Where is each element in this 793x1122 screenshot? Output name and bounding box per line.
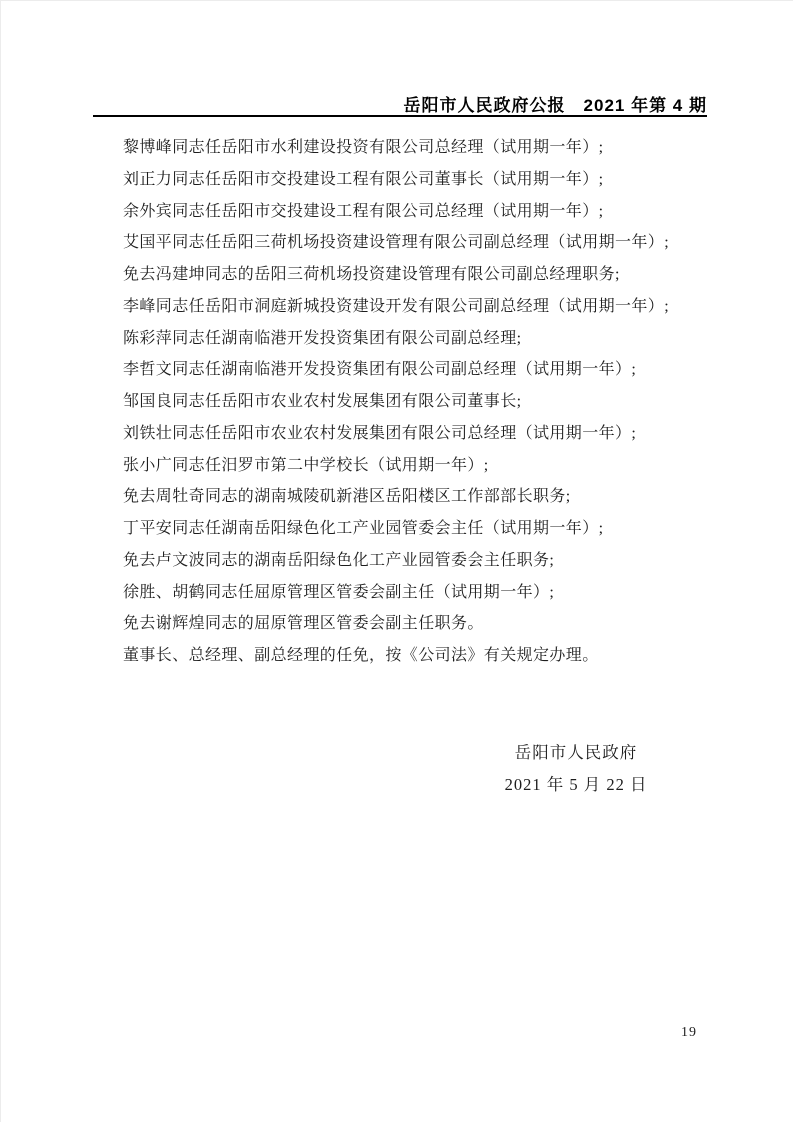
document-body bbox=[93, 132, 707, 672]
appointment-line: 李哲文同志任湖南临港开发投资集团有限公司副总经理（试用期一年）; bbox=[123, 361, 637, 379]
signature-org: 岳阳市人民政府 bbox=[514, 743, 638, 762]
appointment-line: 免去卢文波同志的湖南岳阳绿色化工产业园管委会主任职务; bbox=[123, 551, 555, 569]
appointment-line: 免去谢辉煌同志的屈原管理区管委会副主任职务。 bbox=[123, 615, 484, 633]
signature-date: 2021 年 5 月 22 日 bbox=[504, 774, 648, 794]
appointment-line: 艾国平同志任岳阳三荷机场投资建设管理有限公司副总经理（试用期一年）; bbox=[123, 234, 670, 252]
appointment-line: 陈彩萍同志任湖南临港开发投资集团有限公司副总经理; bbox=[123, 329, 522, 347]
appointment-line: 免去周牡奇同志的湖南城陵矶新港区岳阳楼区工作部部长职务; bbox=[123, 488, 571, 506]
appointment-line: 刘正力同志任岳阳市交投建设工程有限公司董事长（试用期一年）; bbox=[123, 170, 604, 188]
appointment-line: 刘铁壮同志任岳阳市农业农村发展集团有限公司总经理（试用期一年）; bbox=[123, 424, 637, 442]
header-rule bbox=[93, 115, 707, 117]
appointment-line: 免去冯建坤同志的岳阳三荷机场投资建设管理有限公司副总经理职务; bbox=[123, 266, 620, 283]
appointment-line: 张小广同志任汨罗市第二中学校长（试用期一年）; bbox=[123, 456, 489, 474]
appointment-line: 黎博峰同志任岳阳市水利建设投资有限公司总经理（试用期一年）; bbox=[123, 139, 604, 156]
page-number: 19 bbox=[681, 1025, 697, 1040]
appointment-line: 丁平安同志任湖南岳阳绿色化工产业园管委会主任（试用期一年）; bbox=[123, 520, 604, 537]
masthead-title: 岳阳市人民政府公报 2021 年第 4 期 bbox=[403, 96, 707, 115]
closing-line: 董事长、总经理、副总经理的任免，按《公司法》有关规定办理。 bbox=[123, 647, 599, 664]
signature-block bbox=[456, 737, 696, 801]
appointment-line: 徐胜、胡鹤同志任屈原管理区管委会副主任（试用期一年）; bbox=[123, 583, 555, 601]
appointment-line: 邹国良同志任岳阳市农业农村发展集团有限公司董事长; bbox=[123, 393, 522, 410]
appointment-line: 李峰同志任岳阳市洞庭新城投资建设开发有限公司副总经理（试用期一年）; bbox=[123, 297, 670, 315]
appointment-line: 余外宾同志任岳阳市交投建设工程有限公司总经理（试用期一年）; bbox=[123, 202, 604, 220]
